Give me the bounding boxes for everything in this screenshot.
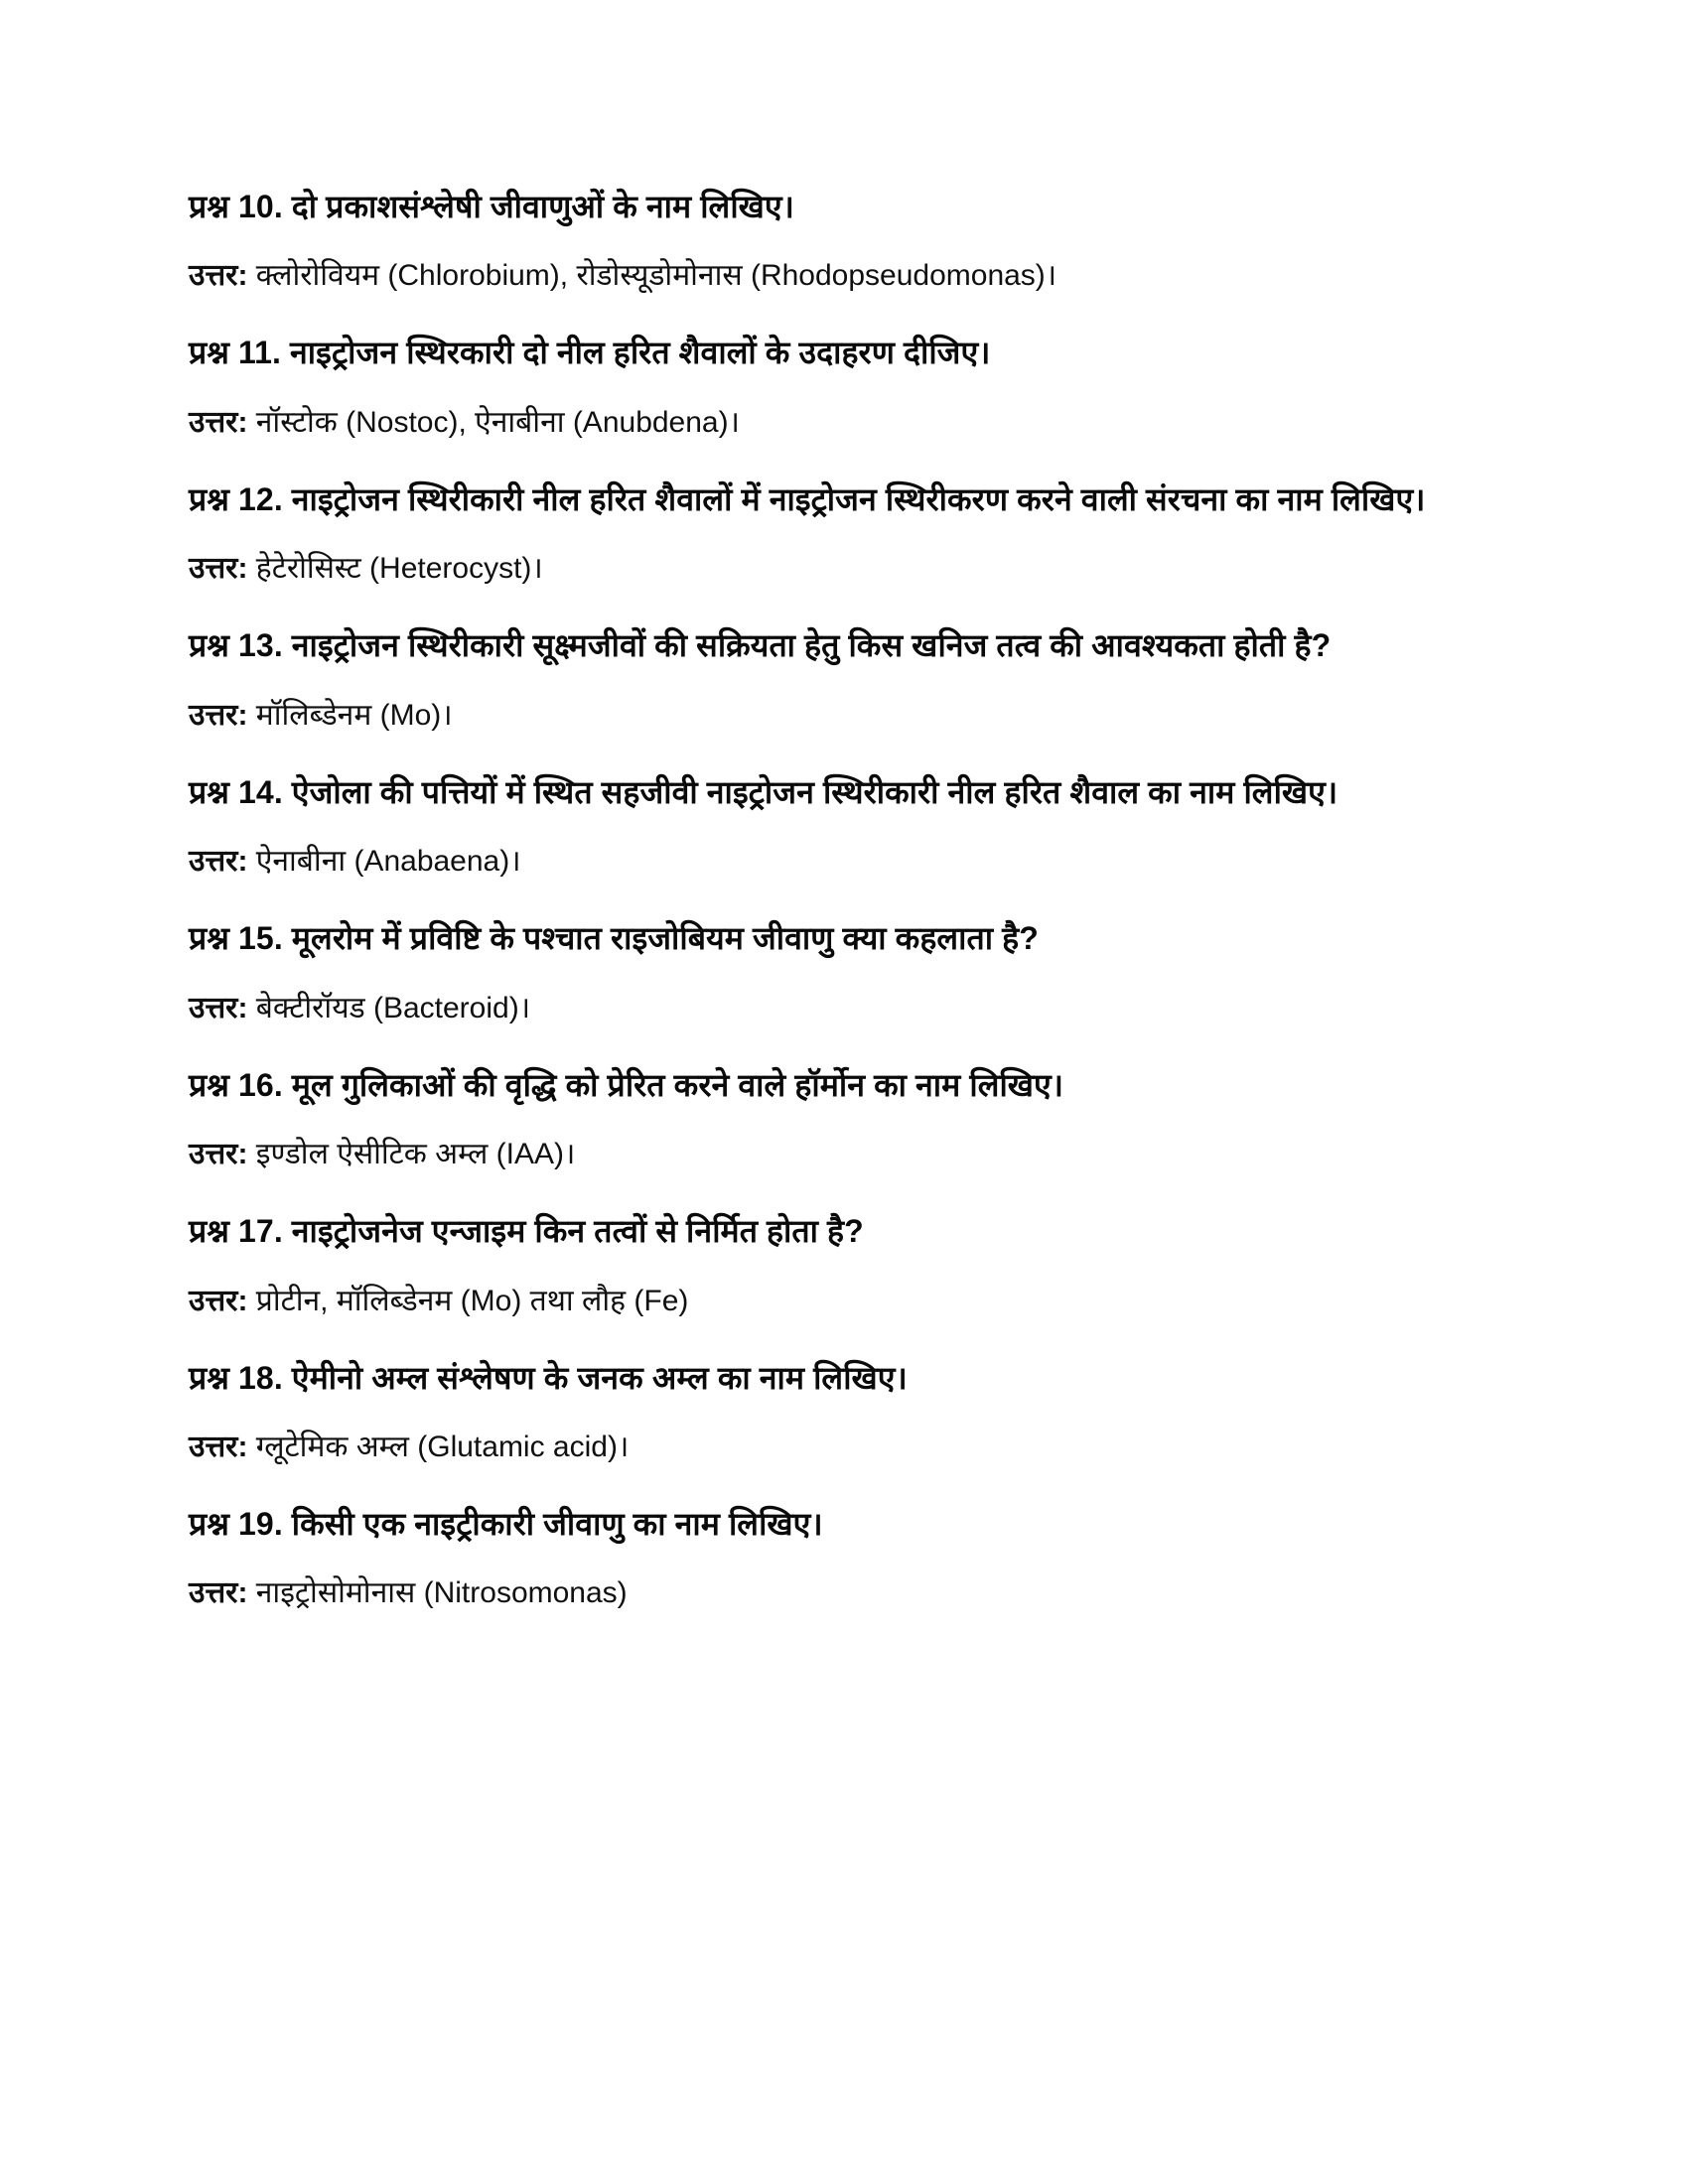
answer-text: इण्डोल ऐसीटिक अम्ल (IAA)।	[255, 1138, 576, 1171]
question-text: प्रश्न 10. दो प्रकाशसंश्लेषी जीवाणुओं के नाम लिखिए।	[189, 189, 794, 224]
qa-block-15	[189, 916, 1475, 1028]
answer-line	[189, 402, 1475, 444]
question-text: प्रश्न 17. नाइट्रोजनेज एन्जाइम किन तत्वों से निर्मित होता है?	[189, 1213, 864, 1250]
qa-block-17	[189, 1209, 1475, 1321]
qa-block-13	[189, 623, 1475, 736]
answer-label: उत्तर:	[189, 259, 248, 293]
question-text: प्रश्न 15. मूलरोम में प्रविष्टि के पश्चात राइजोबियम जीवाणु क्या कहलाता है?	[189, 920, 1039, 957]
answer-label: उत्तर:	[189, 845, 248, 879]
answer-line	[189, 255, 1475, 297]
qa-block-19	[189, 1502, 1475, 1614]
qa-block-18	[189, 1356, 1475, 1468]
qa-block-11	[189, 331, 1475, 443]
answer-text: ग्लूटेमिक अम्ल (Glutamic acid)।	[255, 1430, 630, 1463]
question-text: प्रश्न 18. ऐमीनो अम्ल संश्लेषण के जनक अम्ल का नाम लिखिए।	[189, 1359, 908, 1396]
question-text: प्रश्न 14. ऐजोला की पत्तियों में स्थित सहजीवी नाइट्रोजन स्थिरीकारी नील हरित शैवाल का नाम लिखिए।	[189, 773, 1338, 810]
answer-line	[189, 1572, 1475, 1614]
answer-label: उत्तर:	[189, 1138, 248, 1171]
answer-text: प्रोटीन, मॉलिब्डेनम (Mo) तथा लौह (Fe)	[255, 1284, 689, 1317]
answer-text: बेक्टीरॉयड (Bacteroid)।	[255, 991, 531, 1024]
answer-label: उत्तर:	[189, 698, 248, 732]
answer-line	[189, 1281, 1475, 1322]
answer-label: उत्तर:	[189, 1576, 248, 1610]
answer-label: उत्तर:	[189, 1284, 248, 1317]
answer-text: क्लोरोवियम (Chlorobium), रोडोस्यूडोमोनास (Rhodopseudomonas)।	[255, 259, 1057, 293]
answer-text: हेटेरोसिस्ट (Heterocyst)।	[255, 552, 543, 586]
answer-label: उत्तर:	[189, 552, 248, 586]
answer-text: मॉलिब्डेनम (Mo)।	[255, 698, 453, 732]
question-text: प्रश्न 13. नाइट्रोजन स्थिरीकारी सूक्ष्मजीवों की सक्रियता हेतु किस खनिज तत्व की आवश्यकता होती है?	[189, 627, 1332, 664]
answer-text: नाइट्रोसोमोनास (Nitrosomonas)	[255, 1576, 628, 1610]
question-text: प्रश्न 16. मूल गुलिकाओं की वृद्धि को प्रेरित करने वाले हॉर्मोन का नाम लिखिए।	[189, 1066, 1064, 1103]
answer-line	[189, 988, 1475, 1029]
qa-list	[189, 185, 1475, 1614]
qa-block-16	[189, 1063, 1475, 1175]
answer-line	[189, 841, 1475, 883]
qa-block-12	[189, 478, 1475, 590]
answer-line	[189, 1134, 1475, 1175]
answer-line	[189, 695, 1475, 737]
question-text: प्रश्न 12. नाइट्रोजन स्थिरीकारी नील हरित शैवालों में नाइट्रोजन स्थिरीकरण करने वाली संरचना का नाम लिखिए।	[189, 480, 1426, 517]
answer-label: उत्तर:	[189, 1430, 248, 1463]
qa-block-14	[189, 770, 1475, 883]
answer-text: नॉस्टोक (Nostoc), ऐनाबीना (Anubdena)।	[255, 405, 740, 439]
question-text: प्रश्न 11. नाइट्रोजन स्थिरकारी दो नील हरित शैवालों के उदाहरण दीजिए।	[189, 335, 991, 371]
answer-line	[189, 548, 1475, 590]
question-text: प्रश्न 19. किसी एक नाइट्रीकारी जीवाणु का नाम लिखिए।	[189, 1505, 823, 1542]
qa-block-10	[189, 185, 1475, 297]
answer-line	[189, 1427, 1475, 1468]
answer-label: उत्तर:	[189, 405, 248, 439]
answer-label: उत्तर:	[189, 991, 248, 1024]
answer-text: ऐनाबीना (Anabaena)।	[255, 845, 521, 879]
